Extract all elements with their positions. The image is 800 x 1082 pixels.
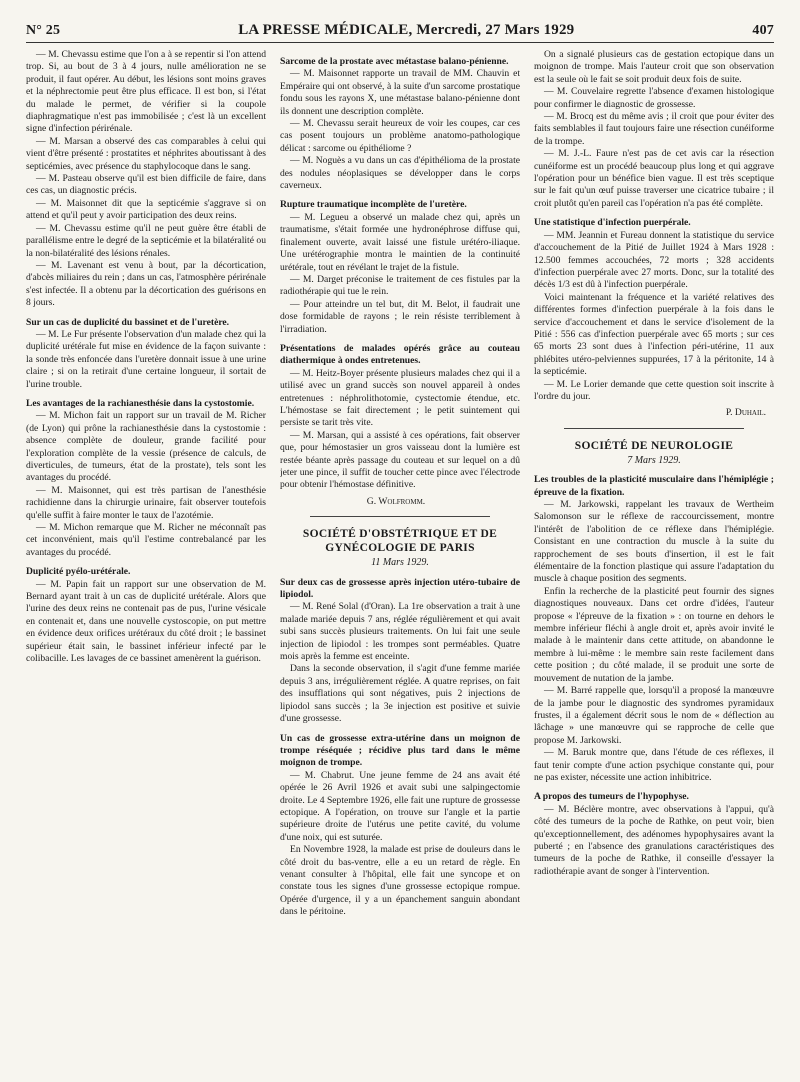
section-heading xyxy=(534,217,774,229)
heading-text: Les avantages de la rachianesthésie dans la cystostomie. xyxy=(26,397,255,409)
paragraph: — M. Legueu a observé un malade chez qui, après un traumatisme, s'était formée une hydronéphrose diffuse qui, finalement ouverte, avait laissé une fistule urétéro-iliaque. Une urétérographie montra le maintien de la continuité urétérale, tout en révélant le trajet de la fistule. xyxy=(280,211,520,273)
paragraph: — M. Marsan a observé des cas comparables à celui qui vient d'être présenté : prostatites et néphrites aboutissant à des septicémies, avec présence du staphylocoque dans le sang. xyxy=(26,135,266,172)
paragraph: — M. Pasteau observe qu'il est bien difficile de faire, dans ces cas, un diagnostic précis. xyxy=(26,173,266,197)
society-title: SOCIÉTÉ DE NEUROLOGIE xyxy=(574,439,734,452)
paragraph: — M. Brocq est du même avis ; il croit que pour éviter des faits semblables il faut toujours faire une résection cunéiforme de la trompe. xyxy=(534,111,774,147)
heading-text: Présentations de malades opérés grâce au couteau diathermique à ondes entretenues. xyxy=(280,342,520,367)
paragraph: En Novembre 1928, la malade est prise de douleurs dans le côté droit du bas-ventre, elle a eu un retard de règle. En venant consulter à l'hôpital, elle fait une syncope et on constate tous les signes d'une grossesse ectopique rompue. Opérée d'urgence, il y a un épanchement sanguin abondant dans le péritoine. xyxy=(280,844,520,918)
section-divider xyxy=(310,516,490,517)
section-heading xyxy=(280,343,520,368)
paragraph: — M. Maisonnet, qui est très partisan de l'anesthésie rachidienne dans la chirurgie urinaire, fait observer toutefois qu'elle suffit à faire monter le taux de l'azotémie. xyxy=(26,484,266,521)
paragraph: — M. Chabrut. Une jeune femme de 24 ans avait été opérée le 26 Avril 1926 et avait subi une salpingectomie droite. Le 4 Septembre 1926, elle fait une rupture de grossesse ectopique. A l'opération, on trouve sur l'angle et la partie supérieure droite de l'utérus une petite cavité, du volume d'une noix, qui est suturée. xyxy=(280,769,520,843)
column-2 xyxy=(280,49,520,1069)
section-heading xyxy=(280,199,520,211)
paragraph: — M. Baruk montre que, dans l'étude de ces réflexes, il faut tenir compte d'une action psychique constante qui, pour ne pas exister, nécessite une action inhibitrice. xyxy=(534,747,774,783)
paragraph: — M. Le Fur présente l'observation d'un malade chez qui la duplicité urétérale fut mise en évidence de la façon suivante : la sonde très enfoncée dans l'uretère donnait issue à une urine claire ; si on la retirait d'une certaine longueur, il sortait de l'urine trouble. xyxy=(26,328,266,390)
section-heading xyxy=(280,56,520,68)
paragraph: — M. Maisonnet rapporte un travail de MM. Chauvin et Empéraire qui ont observé, à la suite d'un sarcome prostatique fondu sous les rayons X, une métastase balano-pénienne dont ils donnent une description complète. xyxy=(280,68,520,117)
column-1 xyxy=(26,49,266,1069)
issue-number: N° 25 xyxy=(26,23,61,38)
paragraph: — M. Lavenant est venu à bout, par la décortication, d'abcès miliaires du rein ; dans un cas, l'atmosphère périrénale s'est infectée. Il a obtenu par la décortication des guérisons en 8 jours. xyxy=(26,259,266,309)
paragraph: — M. Michon fait un rapport sur un travail de M. Richer (de Lyon) qui prône la rachianesthésie dans la cystostomie : absence complète de douleur, grande facilité pour l'exploration complète de la vessie (présence de calculs, de diverticules, de tumeurs, état de la prostate), tels sont les avantages du procédé. xyxy=(26,410,266,484)
section-heading xyxy=(26,317,266,329)
paragraph: — M. Chevassu estime que l'on a à se repentir si l'on attend trop. Si, au bout de 3 à 4 jours, nulle amélioration ne se produit, il faut opérer. Au début, les lésions sont moins graves et la néphrectomie peut être plus efficace. Il est bon, si l'état du malade le permet, de vérifier si la coupole diaphragmatique n'est pas immobilisée ; c'est là un excellent signe d'infection périrénale. xyxy=(26,49,266,135)
author-signature: P. Duhail. xyxy=(725,407,766,419)
paragraph: — M. Le Lorier demande que cette question soit inscrite à l'ordre du jour. xyxy=(534,378,774,402)
paragraph: — M. Chevassu estime qu'il ne peut guère être établi de parallélisme entre le degré de la septicémie et la bilatéralité ou la non-bilatéralité des lésions rénales. xyxy=(26,222,266,259)
paragraph: — M. Michon remarque que M. Richer ne méconnaît pas cet inconvénient, mais qu'il l'estime contrebalancé par les avantages du procédé. xyxy=(26,522,266,558)
text-columns xyxy=(26,49,774,1069)
heading-text: Les troubles de la plasticité musculaire dans l'hémiplégie ; épreuve de la fixation. xyxy=(534,474,774,498)
paragraph: Dans la seconde observation, il s'agit d'une femme mariée depuis 3 ans, irrégulièrement réglée. A quatre reprises, on fait des insufflations qui sont négatives, puis 2 injections de lipiodol sans succès ; la 3e injection est positive et suivie d'une grossesse. xyxy=(280,663,520,725)
heading-text: Sur un cas de duplicité du bassinet et de l'uretère. xyxy=(26,316,230,328)
session-date: 11 Mars 1929. xyxy=(371,557,429,569)
paragraph: — M. Noguès a vu dans un cas d'épithélioma de la prostate des nodules néoplasiques se développer dans le corps caverneux. xyxy=(280,155,520,192)
paragraph: — MM. Jeannin et Fureau donnent la statistique du service d'accouchement de la Pitié de Juillet 1924 à Mars 1928 : 12.500 femmes accouchées, 72 morts ; 328 accidents d'infection puerpérale avec 27 morts. Donc, sur la totalité des décès 1/3 est dû à l'infection puerpérale. xyxy=(534,229,774,291)
paragraph: On a signalé plusieurs cas de gestation ectopique dans un moignon de trompe. Mais l'auteur croit que son observation est la seule où le fait se soit produit deux fois de suite. xyxy=(534,49,774,85)
publication-title: LA PRESSE MÉDICALE, Mercredi, 27 Mars 1929 xyxy=(238,22,575,38)
paragraph: — M. Papin fait un rapport sur une observation de M. Bernard ayant trait à un cas de duplicité urétérale. Alors que l'urine des deux reins ne contenait pas de pus, l'urine vésicale en contenait et, dans une nouvelle cystoscopie, on put mettre en évidence deux orifices urétéraux du côté droit ; le bassinet supérieur était sain, le bassinet inférieur infecté par le colibacille. Les lavages de ce bassinet amenèrent la guérison. xyxy=(26,578,266,665)
paragraph: — M. Jarkowski, rappelant les travaux de Wertheim Salomonson sur le réflexe de raccourcissement, montre l'intérêt de l'abolition de ce réflexe dans l'hémiplégie. Consistant en une contraction du muscle à la suite du rapprochement de ses bouts d'insertion, il est le fait élémentaire de la fonction plastique qui assure l'adaptation du muscle à chaque position des segments. xyxy=(534,499,774,585)
author-signature: G. Wolfromm. xyxy=(366,495,426,507)
heading-text: Une statistique d'infection puerpérale. xyxy=(534,217,691,229)
paragraph: — M. J.-L. Faure n'est pas de cet avis car la résection cunéiforme est un procédé beaucoup plus long et qui aggrave l'opération pour un bénéfice bien vague. Il est très sceptique sur le fait qu'un œuf puisse traverser une cicatrice tubaire ; il croit plutôt qu'en pareil cas l'opération n'a pas été complète. xyxy=(534,148,774,209)
heading-text: Un cas de grossesse extra-utérine dans un moignon de trompe réséquée ; récidive plus tard dans le même moignon de trompe. xyxy=(280,732,520,769)
paragraph: — M. Darget préconise le traitement de ces fistules par la radiothérapie qui tue le rein. xyxy=(280,273,520,298)
section-heading xyxy=(26,566,266,578)
paragraph: Voici maintenant la fréquence et la variété relatives des différentes formes d'infection puerpérale à la fois dans le service d'accouchement et dans le service d'isolement de la Pitié : 556 cas d'infection puerpérale avec 65 morts ; sur ces 65 morts 23 sont dues à l'infection péri-utérine, 11 aux phlébites utéro-pelviennes suppurées, 17 à la péritonite, 14 à la septicémie. xyxy=(534,291,774,378)
section-heading xyxy=(280,577,520,602)
paragraph: — M. Marsan, qui a assisté à ces opérations, fait observer que, pour hémostasier un gros vaisseau dont la lumière est restée béante après passage du couteau et sur lequel on a dû jeter une pince, il suffit de toucher cette pince avec l'électrode pour obtenir l'hémostase définitive. xyxy=(280,429,520,491)
society-title: SOCIÉTÉ D'OBSTÉTRIQUE ET DE GYNÉCOLOGIE DE PARIS xyxy=(302,528,498,555)
session-date: 7 Mars 1929. xyxy=(627,454,681,466)
paragraph: — M. Chevassu serait heureux de voir les coupes, car ces cas posent toujours un problème anatomo-pathologique délicat : sarcome ou épithéliome ? xyxy=(280,118,520,154)
page-header xyxy=(26,22,774,43)
paragraph: — M. Couvelaire regrette l'absence d'examen histologique pour confirmer le diagnostic de grossesse. xyxy=(534,86,774,110)
section-heading xyxy=(534,791,774,803)
paragraph: — Pour atteindre un tel but, dit M. Belot, il faudrait une dose formidable de rayons ; le rein résiste terriblement à l'irradiation. xyxy=(280,298,520,335)
heading-text: Duplicité pyélo-urétérale. xyxy=(26,566,131,578)
paragraph: — M. Barré rappelle que, lorsqu'il a proposé la manœuvre de la jambe pour le diagnostic des syndromes pyramidaux frustes, il a également décrit sous le nom de « déflection au lâchage » une manœuvre qui se rapproche de celle que propose M. Jarkowski. xyxy=(534,685,774,746)
section-heading xyxy=(26,398,266,410)
heading-text: Sur deux cas de grossesse après injection utéro-tubaire de lipiodol. xyxy=(280,576,520,601)
paragraph: — M. Maisonnet dit que la septicémie s'aggrave si on attend et qu'il peut y avoir participation des deux reins. xyxy=(26,197,266,222)
paragraph: — M. Béclère montre, avec observations à l'appui, qu'à côté des tumeurs de la poche de Rathke, on peut voir, bien qu'exceptionnellement, des adénomes hypophysaires avant la puberté ; en l'absence des granulations caractéristiques des tumeurs de la poche de Rathke, il conseille d'essayer la radiothérapie avant de songer à l'intervention. xyxy=(534,803,774,877)
heading-text: Sarcome de la prostate avec métastase balano-pénienne. xyxy=(280,56,509,67)
heading-text: Rupture traumatique incomplète de l'uretère. xyxy=(280,199,467,211)
paragraph: Enfin la recherche de la plasticité peut fournir des signes diagnostiques nouveaux. Dans cet ordre d'idées, l'auteur propose « l'épreuve de la fixation » : on tourne en dehors le membre inférieur fléchi à angle droit et, après avoir invité le malade à le maintenir dans cette attitude, on abandonne le membre à lui-même : le membre sain reste facilement dans cette position ; du côté malade, il se produit une sorte de mouvement de nutation de la jambe. xyxy=(534,585,774,684)
heading-text: A propos des tumeurs de l'hypophyse. xyxy=(534,791,689,803)
page-number: 407 xyxy=(752,23,774,38)
section-divider xyxy=(564,428,744,429)
section-heading xyxy=(534,474,774,499)
paragraph: — M. Heitz-Boyer présente plusieurs malades chez qui il a utilisé avec un grand succès son nouvel appareil à ondes entretenues : néphrolithotomie, cystectomie étendue, etc. L'hémostase se fait directement ; le petit suintement qui persiste se tarit très vite. xyxy=(280,367,520,429)
section-heading xyxy=(280,733,520,770)
column-3 xyxy=(534,49,774,1069)
paragraph: — M. René Solal (d'Oran). La 1re observation a trait à une malade mariée depuis 7 ans, réglée régulièrement et qui avait subi sans succès plusieurs traitements. On lui fait une seule injection de lipiodol : les trompes sont perméables. Quatre mois après la femme est enceinte. xyxy=(280,601,520,663)
